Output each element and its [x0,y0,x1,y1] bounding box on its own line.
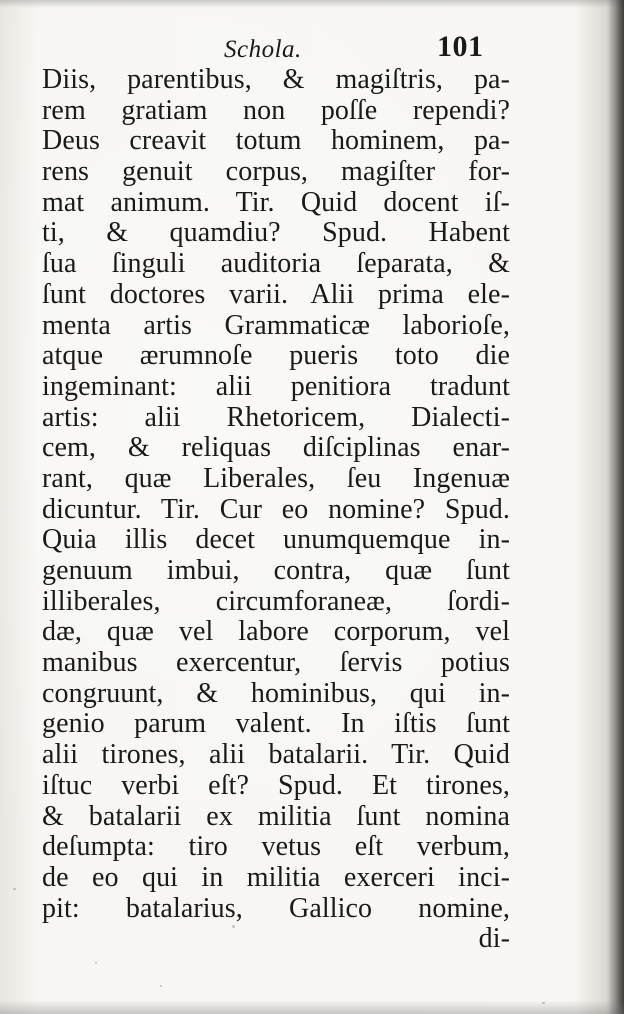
text-line: cem, & reliquas diſciplinas enar- [42,432,510,464]
text-line: Quia illis decet unumquemque in- [42,524,510,556]
text-line: genio parum valent. In iſtis ſunt [42,708,510,740]
text-line: ſua ſinguli auditoria ſeparata, & [42,248,510,280]
text-line: atque ærumnoſe pueris toto die [42,340,510,372]
running-head-title: Schola. [224,36,302,63]
page-top-shadow [0,0,624,8]
text-line: deſumpta: tiro vetus eſt verbum, [42,831,510,863]
body-text [42,65,510,955]
text-line: alii tirones, alii batalarii. Tir. Quid [42,739,510,771]
text-line: menta artis Grammaticæ laborioſe, [42,309,510,341]
page-number: 101 [437,30,484,63]
text-line: & batalarii ex militia ſunt nomina [42,800,510,832]
text-line: rant, quæ Liberales, ſeu Ingenuæ [42,462,510,494]
page-bottom-shadow [0,1000,624,1014]
text-line: iſtuc verbi eſt? Spud. Et tirones, [42,769,510,801]
text-line: de eo qui in militia exerceri inci- [42,861,510,893]
text-line: rens genuit corpus, magiſter for- [42,156,510,188]
text-line: congruunt, & hominibus, qui in- [42,677,510,709]
page-gutter-shadow [608,0,624,1014]
text-line: rem gratiam non poſſe rependi? [42,94,510,126]
text-line: pit: batalarius, Gallico nomine, [42,892,510,924]
text-line: manibus exercentur, ſervis potius [42,647,510,679]
catchword: di- [478,923,510,955]
text-line: illiberales, circumforaneæ, ſordi- [42,585,510,617]
text-line: Deus creavit totum hominem, pa- [42,125,510,157]
text-line: Diis, parentibus, & magiſtris, pa- [42,64,510,95]
text-line: mat animum. Tir. Quid docent iſ- [42,186,510,218]
text-line: dicuntur. Tir. Cur eo nomine? Spud. [42,493,510,525]
text-line: ingeminant: alii penitiora tradunt [42,370,510,402]
text-line: genuum imbui, contra, quæ ſunt [42,555,510,586]
text-line: dæ, quæ vel labore corporum, vel [42,616,510,648]
text-line: ſunt doctores varii. Alii prima ele- [42,278,510,310]
text-line: artis: alii Rhetoricem, Dialecti- [42,401,510,433]
text-line: ti, & quamdiu? Spud. Habent [42,217,510,249]
